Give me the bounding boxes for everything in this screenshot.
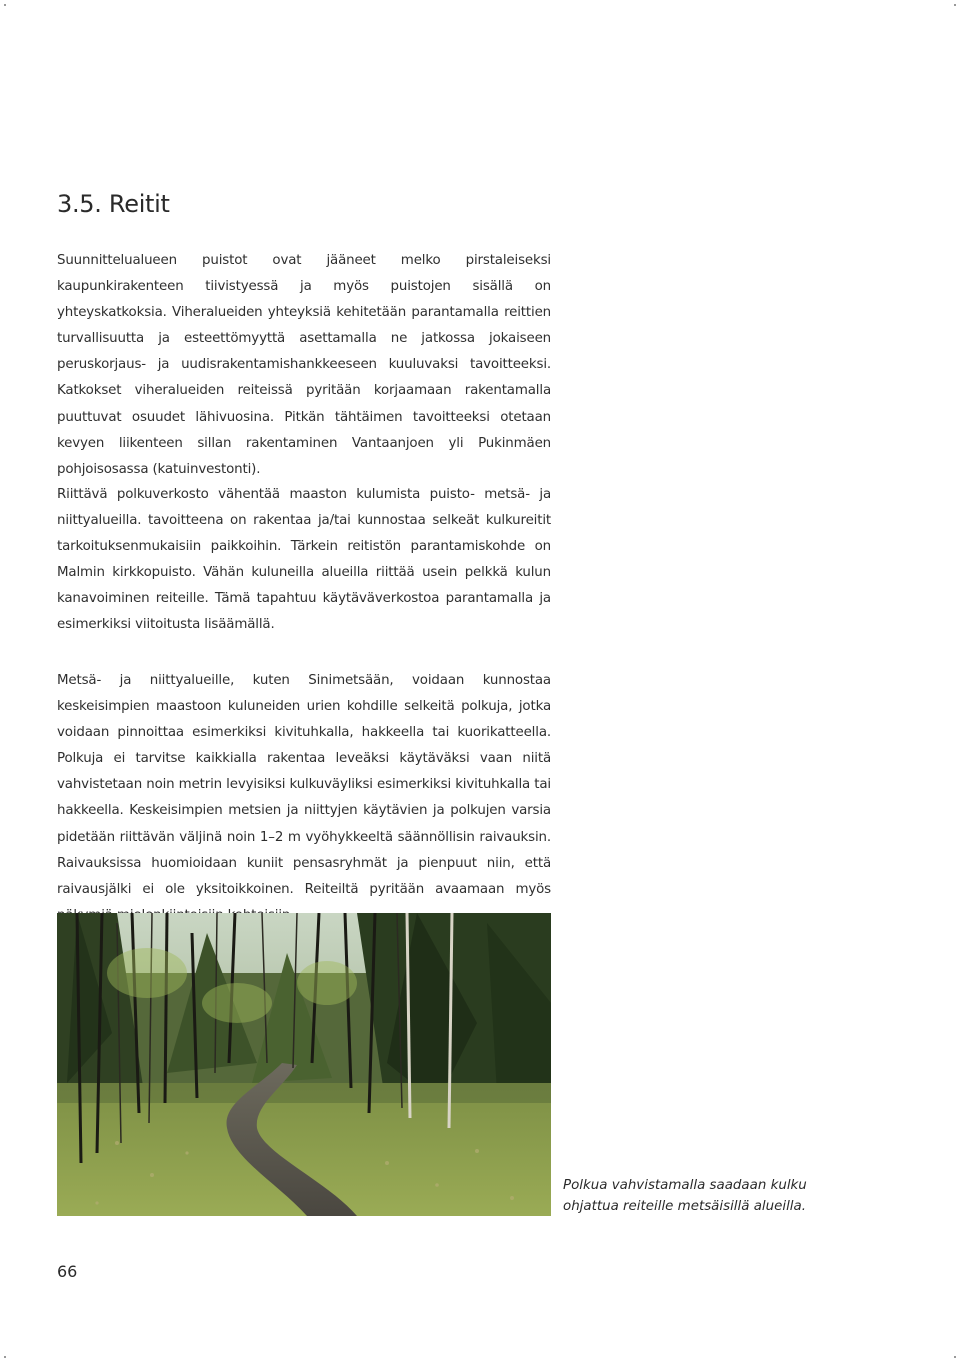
crop-mark-bottom-right — [954, 1356, 956, 1358]
section-heading: 3.5. Reitit — [57, 190, 170, 218]
photo-caption: Polkua vahvistamalla saadaan kulku ohjattua reiteille metsäisillä alueilla. — [563, 1178, 807, 1214]
page-number: 66 — [57, 1262, 78, 1281]
body-paragraph-2: Riittävä polkuverkosto vähentää maaston kulumista puisto- metsä- ja niittyalueilla. tavoitteena on rakentaa ja/tai kunnostaa selkeät kulkureitit tarkoituksenmukaisiin paikkoihin. Tärkein reitistön parantamiskohde on Malmin kirkkopuisto. Vähän kuluneilla alueilla riittää usein pelkkä kulun kanavoiminen reiteille. Tämä tapahtuu käytäväverkostoa parantamalla ja esimerkiksi viitoitusta lisäämällä. — [57, 487, 551, 633]
crop-mark-top-left — [4, 4, 6, 6]
body-paragraph-3: Metsä- ja niittyalueille, kuten Sinimetsään, voidaan kunnostaa keskeisimpien maastoon kuluneiden urien kohdille selkeitä polkuja, jotka voidaan pinnoittaa esimerkiksi kivituhkalla, hakkeella tai kuorikatteella. Polkuja ei tarvitse kaikkialla rakentaa leveäksi käytäväksi vaan niitä vahvistetaan noin metrin levyisiksi kulkuväyliksi esimerkiksi kivituhkalla tai hakkeella. Keskeisimpien metsien ja niittyjen käytävien ja polkujen varsia pidetään riittävän väljinä noin 1–2 m vyöhykkeeltä säännöllisin raivauksin. Raivauksissa huomioidaan kuniit pensasryhmät ja pienpuut niin, että raivausjälki ei ole yksitoikkoinen. Reiteiltä pyritään avaamaan myös — [57, 673, 551, 897]
body-paragraph-1: Suunnittelualueen puistot ovat jääneet melko pirstaleiseksi kaupunkirakenteen tiivistyessä ja myös puistojen sisällä on yhteyskatkoksia. Viheralueiden yhteyksiä kehitetään parantamalla reittien turvallisuutta ja esteettömyyttä asettamalla ne jatkossa jokaiseen peruskorjaus- ja uudisrakentamishankkeeseen kuuluvaksi tavoitteeksi. Katkokset viheralueiden reiteissä pyritään korjaamaan rakentamalla puuttuvat osuudet lähivuosina. Pitkän tähtäimen tavoitteeksi otetaan kevyen liikenteen sillan rakentaminen Vantaanjoen yli Pukinmäen pohjoisosassa (katuinvestonti). — [57, 253, 551, 477]
forest-path-photo — [57, 913, 551, 1216]
crop-mark-top-right — [954, 4, 956, 6]
crop-mark-bottom-left — [4, 1356, 6, 1358]
